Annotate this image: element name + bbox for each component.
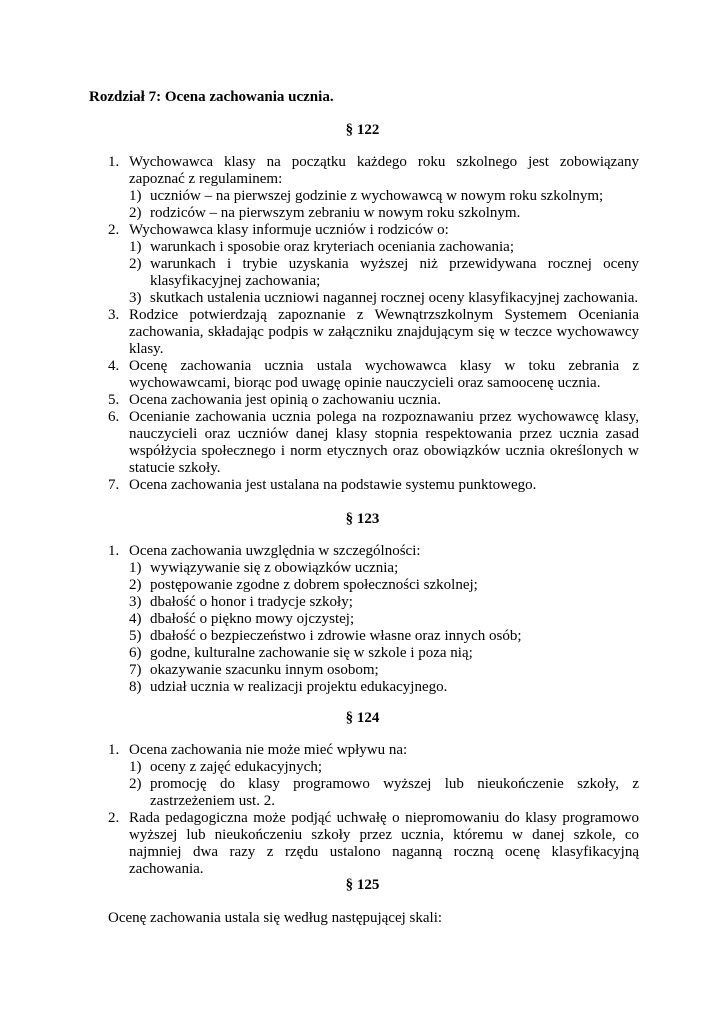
sub-text: rodziców – na pierwszym zebraniu w nowym roku szkolnym. bbox=[150, 205, 521, 221]
item-number: 1. bbox=[108, 742, 120, 758]
sub-item bbox=[129, 662, 639, 679]
sub-item bbox=[129, 645, 639, 662]
sub-item bbox=[129, 577, 639, 594]
sub-item bbox=[129, 205, 639, 222]
sub-number: 4) bbox=[129, 611, 142, 627]
chapter-title: Rozdział 7: Ocena zachowania ucznia. bbox=[89, 89, 334, 105]
list-item bbox=[108, 392, 639, 409]
sub-number: 5) bbox=[129, 628, 142, 644]
section-list bbox=[108, 154, 639, 494]
item-text: Ocenianie zachowania ucznia polega na rozpoznawaniu przez wychowawcę klasy, nauczycieli oraz uczniów danej klasy stopnia respektowania przez ucznia zasad współżycia społecznego i norm etycznych oraz obowiązków ucznia określonych w statucie szkoły. bbox=[129, 409, 639, 476]
sub-text: promocję do klasy programowo wyższej lub nieukończenie szkoły, z zastrzeżeniem ust. 2. bbox=[150, 776, 639, 809]
sub-number: 1) bbox=[129, 560, 142, 576]
section-heading: § 122 bbox=[345, 122, 380, 138]
sub-item bbox=[129, 239, 639, 256]
item-number: 7. bbox=[108, 477, 120, 493]
list-item bbox=[108, 477, 639, 494]
sub-item bbox=[129, 759, 639, 776]
list-item bbox=[108, 543, 639, 560]
item-number: 4. bbox=[108, 358, 120, 374]
sub-number: 2) bbox=[129, 205, 142, 221]
section-heading: § 123 bbox=[345, 511, 380, 527]
item-text: Rada pedagogiczna może podjąć uchwałę o niepromowaniu do klasy programowo wyższej lub nieukończeniu szkoły przez ucznia, któremu w danej szkole, co najmniej dwa razy z rzędu ustalono naganną roczną ocenę klasyfikacyjną zachowania. bbox=[129, 810, 639, 877]
section-list bbox=[108, 543, 639, 696]
item-number: 2. bbox=[108, 222, 120, 238]
sub-item bbox=[129, 776, 639, 810]
sub-text: dbałość o honor i tradycje szkoły; bbox=[150, 594, 353, 610]
sub-item bbox=[129, 560, 639, 577]
item-text: Ocena zachowania jest ustalana na podstawie systemu punktowego. bbox=[129, 477, 537, 493]
sub-number: 1) bbox=[129, 759, 142, 775]
sub-item bbox=[129, 611, 639, 628]
sub-item bbox=[129, 628, 639, 645]
sub-text: oceny z zajęć edukacyjnych; bbox=[150, 759, 322, 775]
list-item bbox=[108, 409, 639, 477]
item-number: 1. bbox=[108, 543, 120, 559]
sub-number: 1) bbox=[129, 239, 142, 255]
item-number: 5. bbox=[108, 392, 120, 408]
sub-item bbox=[129, 594, 639, 611]
sub-item bbox=[129, 679, 639, 696]
section-heading: § 125 bbox=[345, 877, 380, 893]
sub-number: 2) bbox=[129, 776, 142, 792]
sub-text: uczniów – na pierwszej godzinie z wychowawcą w nowym roku szkolnym; bbox=[150, 188, 604, 204]
list-item bbox=[108, 154, 639, 188]
sub-text: okazywanie szacunku innym osobom; bbox=[150, 662, 379, 678]
sub-text: udział ucznia w realizacji projektu edukacyjnego. bbox=[150, 679, 448, 695]
list-item bbox=[108, 358, 639, 392]
sub-item bbox=[129, 290, 639, 307]
item-number: 1. bbox=[108, 154, 120, 170]
item-text: Wychowawca klasy na początku każdego roku szkolnego jest zobowiązany zapoznać z regulaminem: bbox=[129, 154, 639, 187]
list-item bbox=[108, 222, 639, 239]
item-number: 2. bbox=[108, 810, 120, 826]
list-item bbox=[108, 810, 639, 878]
sub-item bbox=[129, 256, 639, 290]
item-number: 3. bbox=[108, 307, 120, 323]
sub-text: skutkach ustalenia uczniowi nagannej rocznej oceny klasyfikacyjnej zachowania. bbox=[150, 290, 639, 306]
sub-number: 3) bbox=[129, 594, 142, 610]
sub-number: 8) bbox=[129, 679, 142, 695]
sub-number: 7) bbox=[129, 662, 142, 678]
sub-text: postępowanie zgodne z dobrem społeczności szkolnej; bbox=[150, 577, 478, 593]
sub-number: 3) bbox=[129, 290, 142, 306]
sub-text: dbałość o bezpieczeństwo i zdrowie własne oraz innych osób; bbox=[150, 628, 522, 644]
item-number: 6. bbox=[108, 409, 120, 425]
section-heading: § 124 bbox=[345, 710, 380, 726]
sub-number: 1) bbox=[129, 188, 142, 204]
sub-item bbox=[129, 188, 639, 205]
item-text: Ocenę zachowania ucznia ustala wychowawca klasy w toku zebrania z wychowawcami, biorąc pod uwagę opinie nauczycieli oraz samoocenę ucznia. bbox=[129, 358, 639, 391]
list-item bbox=[108, 307, 639, 358]
section-list bbox=[108, 742, 639, 878]
item-text: Rodzice potwierdzają zapoznanie z Wewnątrzszkolnym Systemem Oceniania zachowania, składając podpis w załączniku znajdującym się w teczce wychowawcy klasy. bbox=[129, 307, 639, 357]
item-text: Ocena zachowania uwzględnia w szczególności: bbox=[129, 543, 421, 559]
item-text: Ocena zachowania nie może mieć wpływu na: bbox=[129, 742, 408, 758]
sub-number: 6) bbox=[129, 645, 142, 661]
sub-text: warunkach i trybie uzyskania wyższej niż przewidywana rocznej oceny klasyfikacyjnej zachowania; bbox=[150, 256, 639, 289]
item-text: Wychowawca klasy informuje uczniów i rodziców o: bbox=[129, 222, 449, 238]
sub-text: godne, kulturalne zachowanie się w szkole i poza nią; bbox=[150, 645, 473, 661]
item-text: Ocena zachowania jest opinią o zachowaniu ucznia. bbox=[129, 392, 441, 408]
sub-text: dbałość o piękno mowy ojczystej; bbox=[150, 611, 355, 627]
sub-text: wywiązywanie się z obowiązków ucznia; bbox=[150, 560, 399, 576]
list-item bbox=[108, 742, 639, 759]
sub-number: 2) bbox=[129, 256, 142, 272]
sub-number: 2) bbox=[129, 577, 142, 593]
sub-text: warunkach i sposobie oraz kryteriach oceniania zachowania; bbox=[150, 239, 514, 255]
scale-intro: Ocenę zachowania ustala się według następującej skali: bbox=[108, 910, 443, 926]
